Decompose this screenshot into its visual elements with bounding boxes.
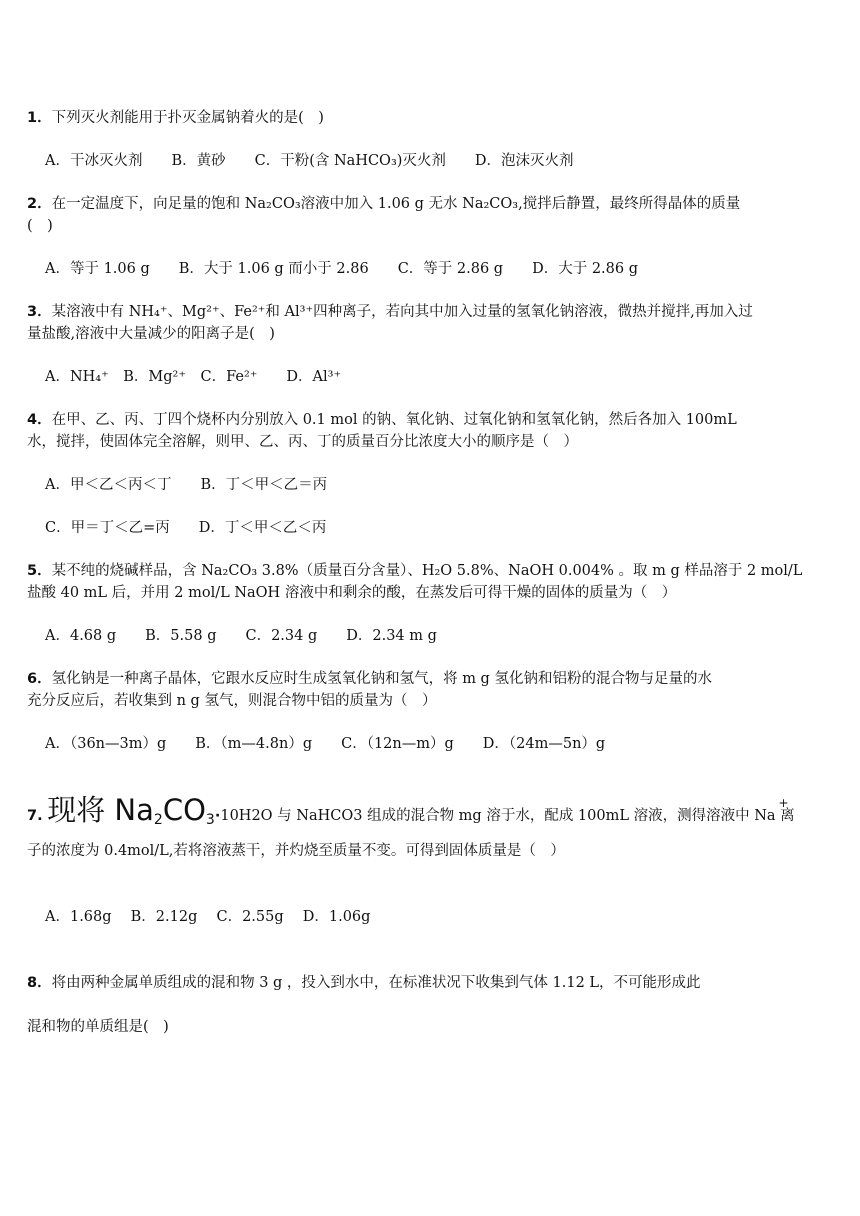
question-4-options-row1: A．甲＜乙＜丙＜丁 B．丁＜甲＜乙＝丙 [45, 477, 328, 493]
question-3 [27, 302, 753, 322]
question-7-big-sub: 2 [153, 812, 163, 828]
question-7-line2: 子的浓度为 0.4mol/L,若将溶液蒸干，并灼烧至质量不变。可得到固体质量是（ ） [27, 843, 565, 859]
question-text-line1: 将由两种金属单质组成的混和物 3 g ，投入到水中，在标准状况下收集到气体 1.12 L，不可能形成此 [51, 975, 701, 991]
question-7-na-charge [776, 796, 789, 836]
question-2 [27, 194, 740, 214]
question-6 [27, 669, 712, 689]
question-number: 7. [27, 808, 43, 824]
question-5 [27, 561, 802, 581]
question-8 [27, 973, 701, 993]
question-7-big-sub3: 3 [205, 812, 215, 828]
question-number: 8． [27, 975, 52, 991]
question-number: 5． [27, 563, 52, 579]
question-number: 3． [27, 304, 52, 320]
question-7-rest: 10H2O 与 NaHCO3 组成的混合物 mg 溶于水，配成 100mL 溶液，测得溶液中 Na [220, 808, 776, 824]
question-7-options: A．1.68g B．2.12g C．2.55g D．1.06g [45, 909, 371, 925]
question-2-line2: ( ) [27, 218, 53, 234]
question-text-line1: 某不纯的烧碱样品，含 Na₂CO₃ 3.8%（质量百分含量）、H₂O 5.8%、NaOH 0.004% 。取 m g 样品溶于 2 mol/L [51, 563, 803, 579]
question-7-big-co: CO [162, 793, 206, 827]
question-number: 6． [27, 671, 52, 687]
question-7-dot: · [214, 808, 221, 824]
question-4-line2: 水，搅拌，使固体完全溶解，则甲、乙、丙、丁的质量百分比浓度大小的顺序是（ ） [27, 434, 578, 450]
question-8-line2: 混和物的单质组是( ) [27, 1019, 169, 1035]
question-1 [27, 108, 324, 128]
question-4-options-row2: C．甲＝丁＜乙=丙 D．丁＜甲＜乙＜丙 [45, 520, 327, 536]
question-2-options: A．等于 1.06 g B．大于 1.06 g 而小于 2.86 C．等于 2.86 g D．大于 2.86 g [45, 261, 638, 277]
question-1-options: A．干冰灭火剂 B．黄砂 C．干粉(含 NaHCO₃)灭火剂 D．泡沫灭火剂 [45, 153, 574, 169]
question-5-line2: 盐酸 40 mL 后，并用 2 mol/L NaOH 溶液中和剩余的酸，在蒸发后可得干燥的固体的质量为（ ） [27, 585, 677, 601]
question-number: 2． [27, 196, 52, 212]
question-4 [27, 410, 737, 430]
question-number: 1． [27, 110, 52, 126]
question-text-line1: 在一定温度下，向足量的饱和 Na₂CO₃溶液中加入 1.06 g 无水 Na₂CO₃,搅拌后静置，最终所得晶体的质量 [51, 196, 741, 212]
question-3-options: A．NH₄⁺ B．Mg²⁺ C．Fe²⁺ D．Al³⁺ [45, 369, 342, 385]
question-text: 下列灭火剂能用于扑灭金属钠着火的是( ) [51, 110, 324, 126]
question-text-line1: 在甲、乙、丙、丁四个烧杯内分别放入 0.1 mol 的钠、氧化钠、过氧化钠和氢氧化钠，然后各加入 100mL [51, 412, 737, 428]
question-6-options: A．（36n—3m）g B．（m—4.8n）g C．（12n—m）g D．（24m—5n）g [45, 736, 606, 752]
question-5-options: A．4.68 g B．5.58 g C．2.34 g D．2.34 m g [45, 628, 437, 644]
question-6-line2: 充分反应后，若收集到 n g 氢气，则混合物中铝的质量为（ ） [27, 693, 437, 709]
question-3-line2: 量盐酸,溶液中大量减少的阳离子是( ) [27, 326, 275, 342]
na-plus: + [778, 796, 789, 810]
question-number: 4． [27, 412, 52, 428]
question-text-line1: 氢化钠是一种离子晶体，它跟水反应时生成氢氧化钠和氢气，将 m g 氢化钠和铝粉的混合物与足量的水 [51, 671, 712, 687]
question-text-line1: 某溶液中有 NH₄⁺、Mg²⁺、Fe²⁺和 Al³⁺四种离子，若向其中加入过量的氢氧化钠溶液，微热并搅拌,再加入过 [51, 304, 753, 320]
question-7-rest-end: 离 [780, 808, 795, 824]
question-7 [27, 790, 795, 840]
question-7-big-text: 现将 Na [47, 793, 154, 827]
